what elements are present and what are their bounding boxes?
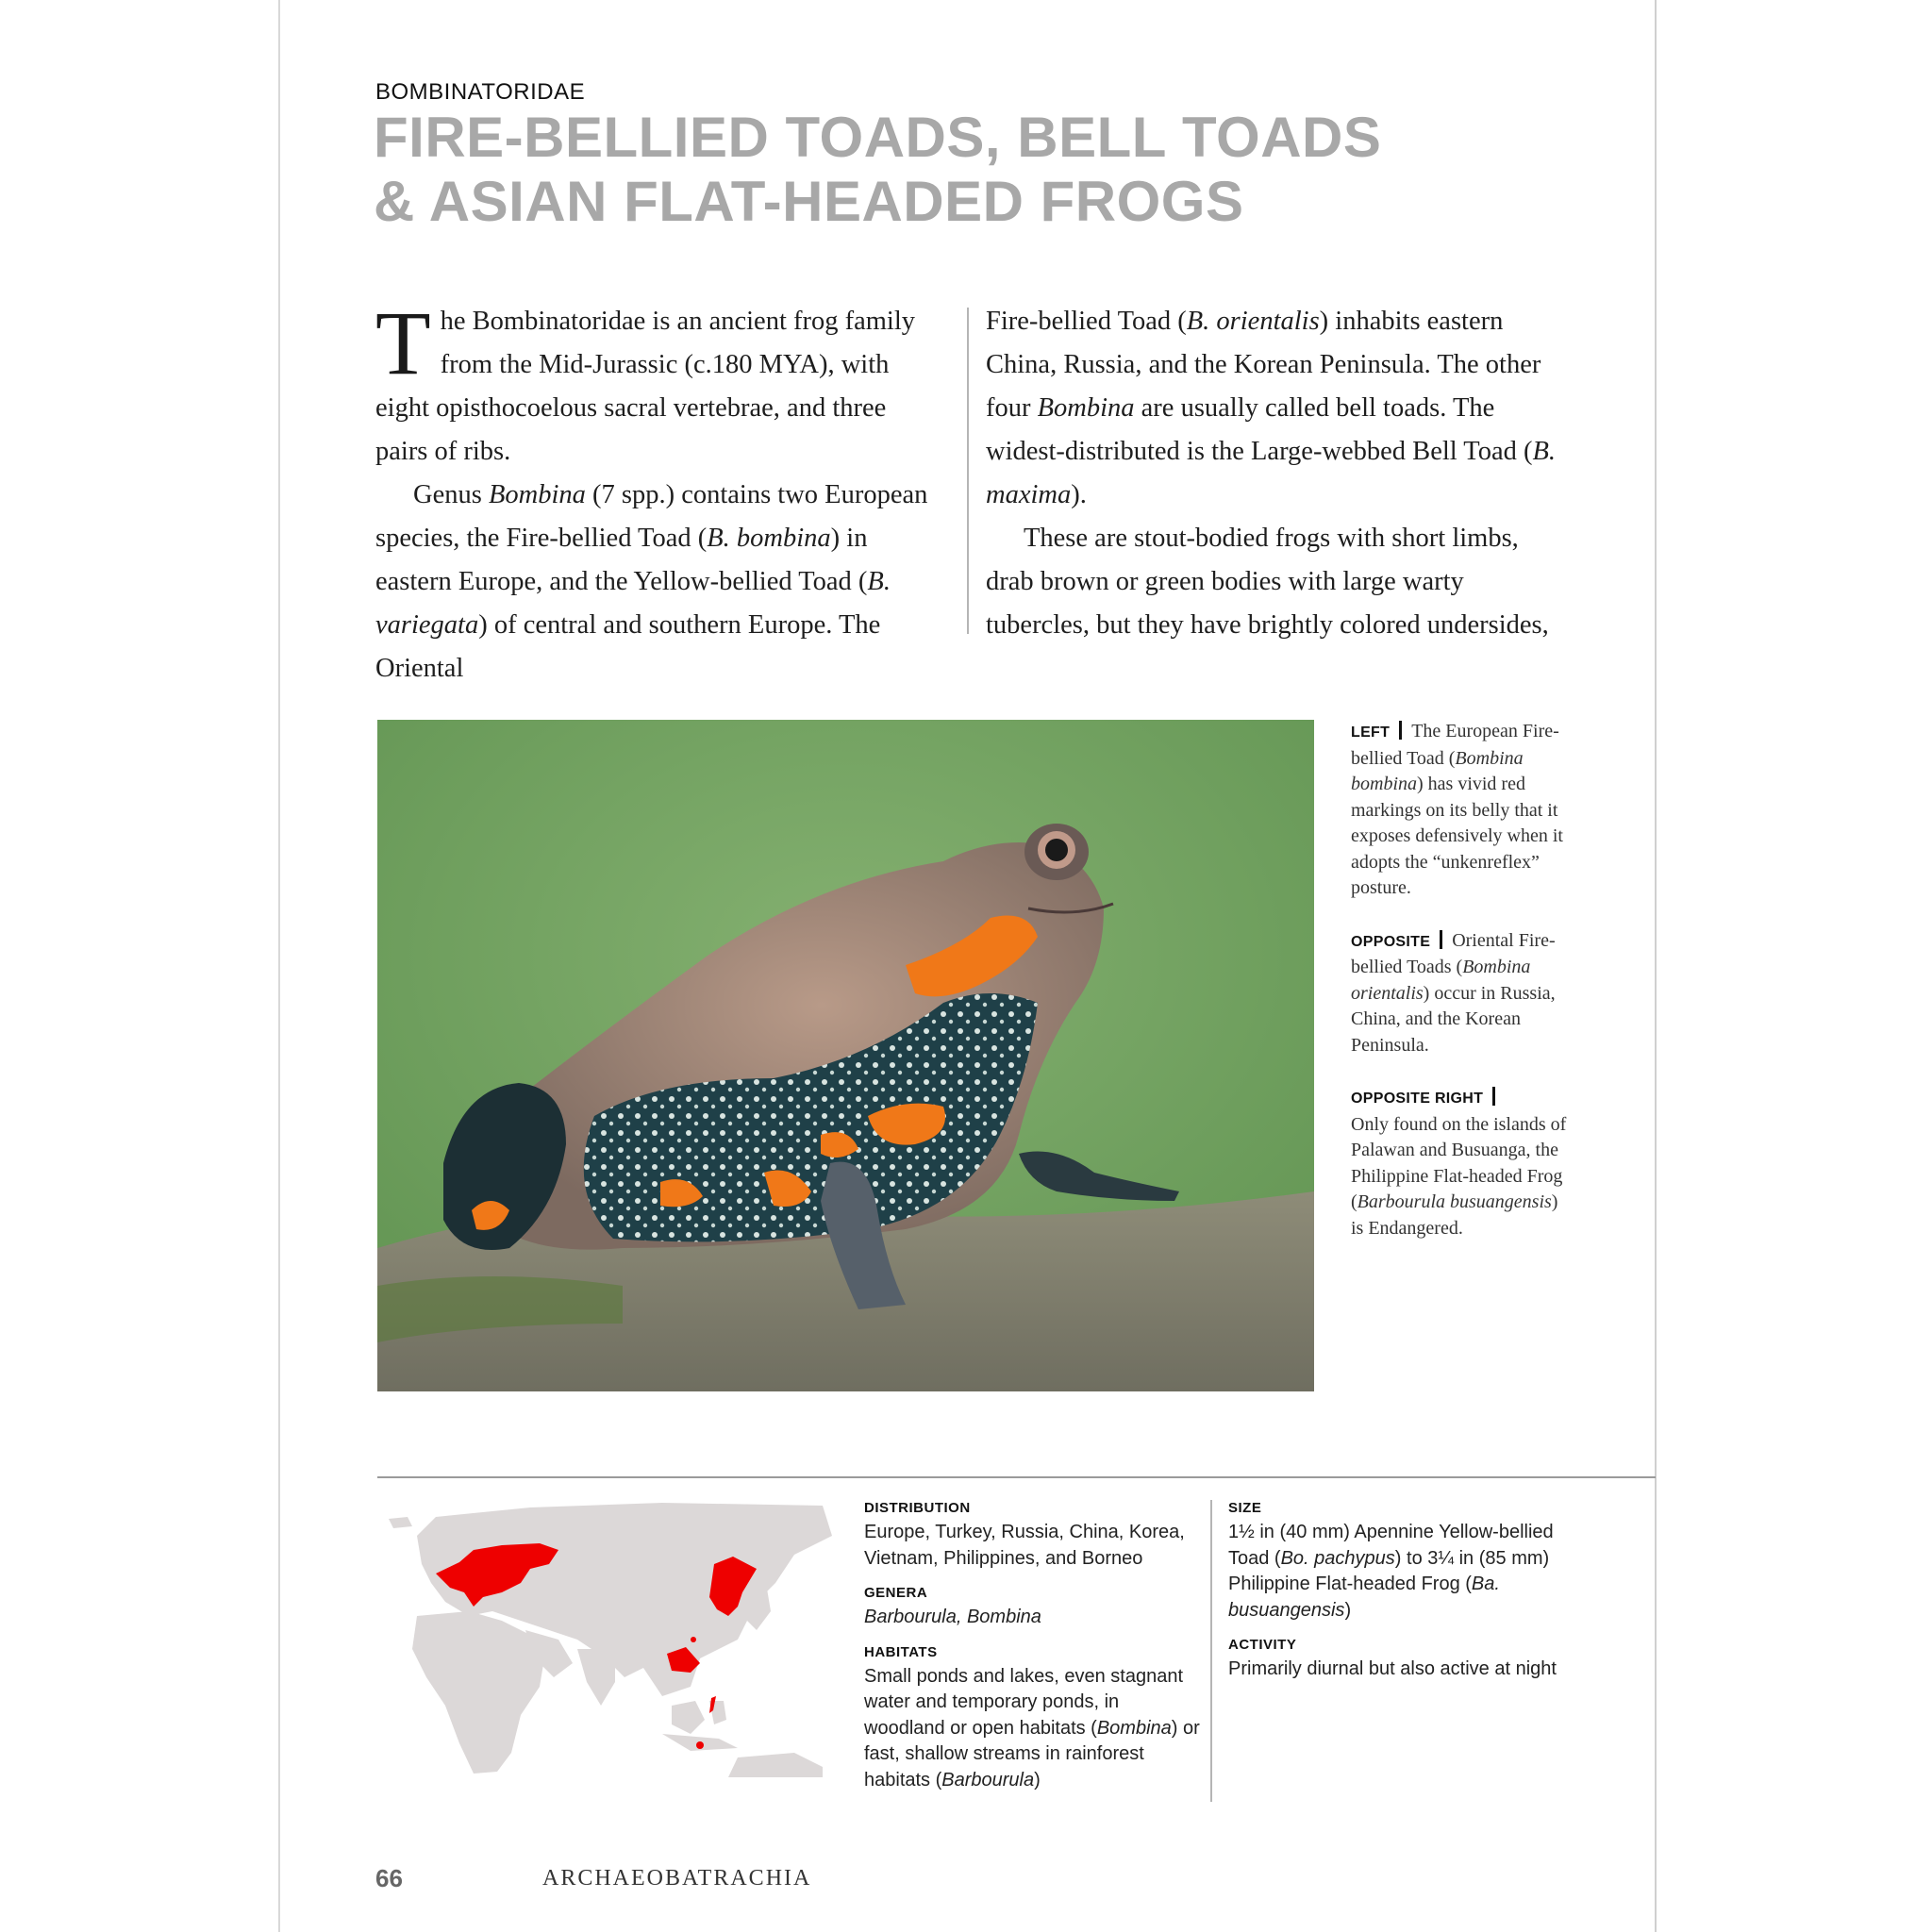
section-rule [377, 1476, 1656, 1478]
running-footer: ARCHAEOBATRACHIA [542, 1866, 812, 1890]
body-paragraph-4: These are stout-bodied frogs with short limbs, drab brown or green bodies with large warty tubercles, but they have brightly colored undersides, [986, 524, 1549, 640]
text-run: ) of central and southern Europe. The Oriental [375, 610, 881, 683]
species-name: B. maxima [986, 437, 1557, 509]
page-edge-left [278, 0, 280, 1932]
caption-label: OPPOSITE [1351, 933, 1431, 950]
size-value [1228, 1520, 1568, 1624]
caption-text: ) has vivid red markings on its belly that it exposes defensively when it adopts the “unkenreflex” posture. [1351, 774, 1563, 898]
distribution-value: Europe, Turkey, Russia, China, Korea, Vietnam, Philippines, and Borneo [864, 1522, 1185, 1569]
caption-opposite-right [1351, 1085, 1568, 1241]
fire-bellied-toad-illustration [377, 720, 1314, 1391]
caption-opposite [1351, 928, 1568, 1059]
text-run: 1½ in (40 mm) Apennine Yellow-bellied Toad ( [1228, 1522, 1554, 1569]
species-name: B. orientalis [1186, 307, 1320, 336]
text-run: ) [1344, 1599, 1352, 1621]
genus-name: Bombina [1037, 393, 1135, 423]
info-panel-right [1228, 1500, 1568, 1696]
caption-text: Only found on the islands of Palawan and Busuanga, the Philippine Flat-headed Frog ( [1351, 1113, 1567, 1212]
text-run: Small ponds and lakes, even stagnant water and temporary ponds, in woodland or open habitats ( [864, 1665, 1183, 1739]
caption-separator [1492, 1087, 1495, 1106]
caption-label: OPPOSITE RIGHT [1351, 1091, 1484, 1107]
habitats-value [864, 1664, 1204, 1794]
caption-label: LEFT [1351, 724, 1391, 741]
genus-name: Bombina [488, 480, 586, 509]
caption-text: ) is Endangered. [1351, 1191, 1558, 1239]
text-run: ) [1034, 1769, 1041, 1790]
title-line-2: & ASIAN FLAT-HEADED FROGS [374, 170, 1244, 233]
text-run: Fire-bellied Toad ( [986, 307, 1187, 336]
text-run: ) inhabits eastern China, Russia, and the Korean Peninsula. The other four [986, 307, 1541, 423]
land-masses [389, 1503, 832, 1777]
species-name: Bombina bombina [1351, 747, 1524, 794]
genera-label: GENERA [864, 1585, 928, 1601]
caption-left [1351, 719, 1568, 902]
toad-photo [377, 720, 1314, 1391]
column-divider [967, 308, 969, 634]
caption-separator [1399, 721, 1402, 740]
world-map-graphic [379, 1498, 840, 1777]
genera-value: Barbourula, Bombina [864, 1607, 1041, 1627]
body-paragraph-1 [375, 292, 932, 474]
caption-separator [1440, 930, 1442, 949]
species-name: Ba. busuangensis [1228, 1574, 1500, 1621]
text-run: ) in eastern Europe, and the Yellow-bellied Toad ( [375, 524, 868, 596]
caption-text: Oriental Fire-bellied Toads ( [1351, 929, 1556, 977]
text-run: are usually called bell toads. The widest-distributed is the Large-webbed Bell Toad ( [986, 393, 1533, 466]
body-column-right [986, 300, 1561, 647]
text-run: ) to 3¼ in (85 mm) Philippine Flat-headed Frog ( [1228, 1547, 1550, 1594]
text-run: ). [1071, 480, 1087, 509]
size-label: SIZE [1228, 1500, 1262, 1516]
species-name: Barbourula busuangensis [1357, 1191, 1552, 1212]
text-run: Genus [413, 480, 489, 509]
body-column-left [375, 292, 932, 691]
genus-name: Bombina [1096, 1717, 1172, 1739]
title-line-1: FIRE-BELLIED TOADS, BELL TOADS [374, 106, 1382, 169]
species-name: B. bombina [707, 524, 831, 553]
drop-cap: T [375, 292, 431, 393]
body-paragraph-3 [986, 300, 1561, 517]
activity-label: ACTIVITY [1228, 1637, 1297, 1653]
page-number: 66 [375, 1864, 403, 1892]
text-run: (7 spp.) contains two European species, the Fire-bellied Toad ( [375, 480, 928, 553]
photo-captions [1351, 719, 1568, 1268]
species-name: B. variegata [375, 567, 891, 640]
caption-text: ) occur in Russia, China, and the Korean Peninsula. [1351, 982, 1556, 1056]
distribution-label: DISTRIBUTION [864, 1500, 971, 1516]
paragraph-text: he Bombinatoridae is an ancient frog family from the Mid-Jurassic (c.180 MYA), with eight opisthocoelous sacral vertebrae, and three pairs of ribs. [375, 307, 915, 466]
genus-name: Barbourula [941, 1769, 1035, 1790]
distribution-map [379, 1498, 840, 1777]
activity-value: Primarily diurnal but also active at night [1228, 1658, 1557, 1679]
family-label: BOMBINATORIDAE [375, 79, 586, 105]
text-run: ) or fast, shallow streams in rainforest habitats ( [864, 1717, 1200, 1790]
body-paragraph-2 [375, 474, 932, 691]
caption-text: The European Fire-bellied Toad ( [1351, 721, 1559, 769]
page-edge-right [1655, 0, 1657, 1932]
habitats-label: HABITATS [864, 1643, 938, 1660]
info-panel-left [864, 1500, 1204, 1807]
species-name: Bombina orientalis [1351, 957, 1531, 1004]
species-name: Bo. pachypus [1280, 1547, 1395, 1569]
page-title [374, 106, 1381, 234]
info-divider [1210, 1500, 1212, 1802]
